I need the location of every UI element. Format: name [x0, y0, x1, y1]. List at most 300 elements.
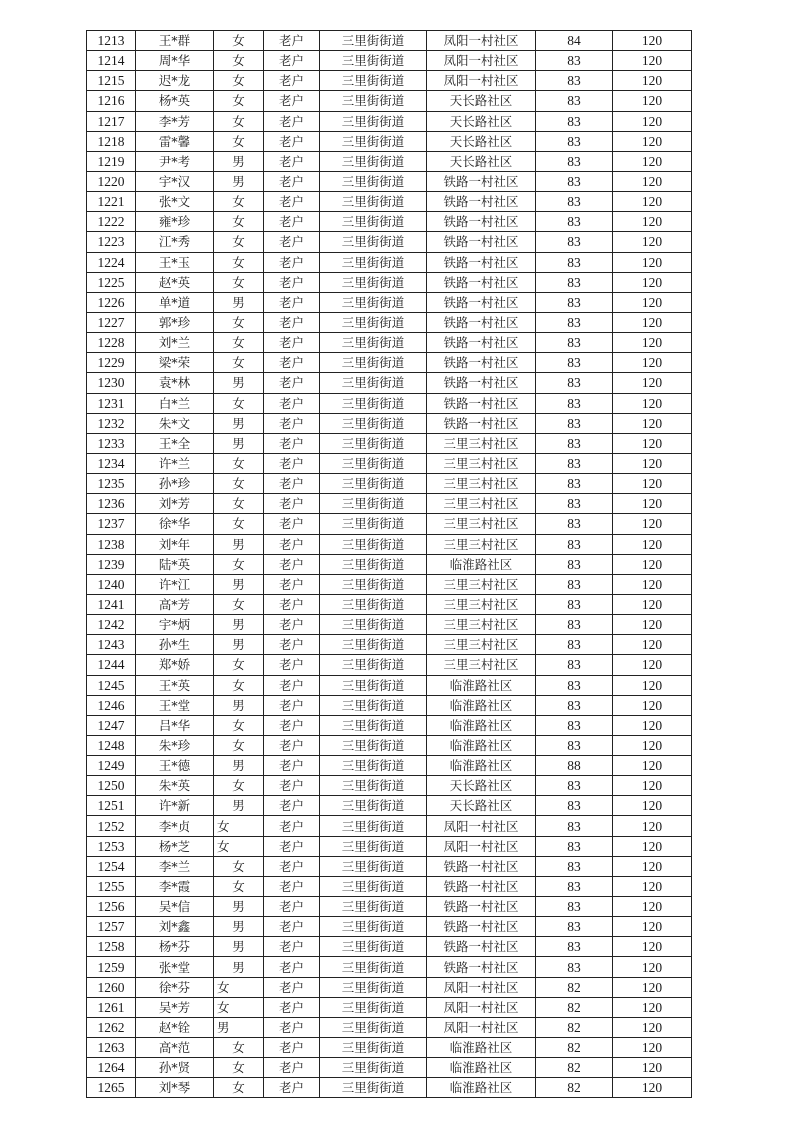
cell-community: 天长路社区	[427, 151, 536, 171]
cell-street: 三里街街道	[320, 171, 427, 191]
cell-community: 三里三村社区	[427, 453, 536, 473]
cell-gender: 男	[214, 413, 264, 433]
cell-gender: 男	[214, 534, 264, 554]
table-row	[87, 373, 692, 393]
cell-community: 铁路一村社区	[427, 192, 536, 212]
cell-age: 83	[536, 594, 613, 614]
cell-name: 袁*林	[136, 373, 214, 393]
cell-street: 三里街街道	[320, 212, 427, 232]
cell-amount: 120	[613, 937, 692, 957]
cell-name: 宇*汉	[136, 171, 214, 191]
cell-id: 1234	[87, 453, 136, 473]
cell-type: 老户	[264, 272, 320, 292]
cell-street: 三里街街道	[320, 31, 427, 51]
cell-amount: 120	[613, 836, 692, 856]
cell-community: 凤阳一村社区	[427, 71, 536, 91]
cell-amount: 120	[613, 413, 692, 433]
cell-age: 82	[536, 1038, 613, 1058]
cell-age: 82	[536, 1017, 613, 1037]
cell-type: 老户	[264, 615, 320, 635]
cell-amount: 120	[613, 735, 692, 755]
cell-street: 三里街街道	[320, 1038, 427, 1058]
cell-gender: 女	[214, 31, 264, 51]
cell-street: 三里街街道	[320, 1017, 427, 1037]
cell-age: 83	[536, 655, 613, 675]
cell-age: 82	[536, 1058, 613, 1078]
cell-type: 老户	[264, 453, 320, 473]
cell-age: 83	[536, 957, 613, 977]
cell-community: 凤阳一村社区	[427, 836, 536, 856]
cell-community: 铁路一村社区	[427, 876, 536, 896]
cell-id: 1244	[87, 655, 136, 675]
cell-age: 82	[536, 977, 613, 997]
cell-name: 雍*珍	[136, 212, 214, 232]
cell-id: 1240	[87, 574, 136, 594]
cell-type: 老户	[264, 655, 320, 675]
cell-age: 83	[536, 91, 613, 111]
table-row	[87, 897, 692, 917]
table-row	[87, 272, 692, 292]
table-row	[87, 635, 692, 655]
cell-name: 赵*英	[136, 272, 214, 292]
cell-community: 三里三村社区	[427, 594, 536, 614]
cell-name: 王*全	[136, 433, 214, 453]
cell-type: 老户	[264, 474, 320, 494]
table-row	[87, 312, 692, 332]
cell-gender: 男	[214, 917, 264, 937]
cell-age: 83	[536, 192, 613, 212]
cell-gender: 女	[214, 554, 264, 574]
table-row	[87, 494, 692, 514]
cell-name: 高*范	[136, 1038, 214, 1058]
cell-type: 老户	[264, 131, 320, 151]
cell-street: 三里街街道	[320, 997, 427, 1017]
cell-type: 老户	[264, 937, 320, 957]
cell-community: 临淮路社区	[427, 756, 536, 776]
cell-name: 单*道	[136, 292, 214, 312]
cell-age: 88	[536, 756, 613, 776]
table-row	[87, 776, 692, 796]
cell-name: 吴*信	[136, 897, 214, 917]
table-row	[87, 433, 692, 453]
table-row	[87, 1017, 692, 1037]
cell-age: 83	[536, 836, 613, 856]
cell-community: 临淮路社区	[427, 715, 536, 735]
cell-type: 老户	[264, 796, 320, 816]
cell-gender: 女	[214, 353, 264, 373]
cell-id: 1251	[87, 796, 136, 816]
cell-street: 三里街街道	[320, 675, 427, 695]
cell-street: 三里街街道	[320, 715, 427, 735]
cell-gender: 女	[214, 494, 264, 514]
cell-community: 天长路社区	[427, 131, 536, 151]
cell-type: 老户	[264, 897, 320, 917]
cell-name: 王*德	[136, 756, 214, 776]
table-row	[87, 171, 692, 191]
cell-type: 老户	[264, 212, 320, 232]
cell-amount: 120	[613, 1078, 692, 1098]
cell-id: 1229	[87, 353, 136, 373]
cell-type: 老户	[264, 635, 320, 655]
cell-name: 杨*芬	[136, 937, 214, 957]
cell-amount: 120	[613, 131, 692, 151]
cell-amount: 120	[613, 554, 692, 574]
cell-type: 老户	[264, 876, 320, 896]
cell-age: 83	[536, 312, 613, 332]
cell-amount: 120	[613, 111, 692, 131]
cell-gender: 女	[214, 675, 264, 695]
cell-street: 三里街街道	[320, 494, 427, 514]
cell-gender: 男	[214, 373, 264, 393]
cell-name: 雷*馨	[136, 131, 214, 151]
cell-age: 83	[536, 574, 613, 594]
cell-amount: 120	[613, 91, 692, 111]
cell-id: 1225	[87, 272, 136, 292]
cell-community: 天长路社区	[427, 796, 536, 816]
cell-gender: 男	[214, 171, 264, 191]
cell-age: 83	[536, 937, 613, 957]
cell-type: 老户	[264, 111, 320, 131]
cell-age: 83	[536, 554, 613, 574]
cell-street: 三里街街道	[320, 836, 427, 856]
cell-street: 三里街街道	[320, 635, 427, 655]
cell-community: 铁路一村社区	[427, 856, 536, 876]
cell-name: 朱*珍	[136, 735, 214, 755]
cell-gender: 男	[214, 615, 264, 635]
cell-age: 83	[536, 373, 613, 393]
cell-id: 1246	[87, 695, 136, 715]
cell-street: 三里街街道	[320, 151, 427, 171]
cell-amount: 120	[613, 292, 692, 312]
cell-id: 1227	[87, 312, 136, 332]
cell-community: 凤阳一村社区	[427, 1017, 536, 1037]
cell-street: 三里街街道	[320, 192, 427, 212]
cell-amount: 120	[613, 594, 692, 614]
table-row	[87, 917, 692, 937]
cell-gender: 女	[214, 1078, 264, 1098]
table-row	[87, 393, 692, 413]
cell-community: 三里三村社区	[427, 655, 536, 675]
cell-amount: 120	[613, 252, 692, 272]
cell-amount: 120	[613, 856, 692, 876]
table-row	[87, 212, 692, 232]
table-row	[87, 756, 692, 776]
cell-amount: 120	[613, 272, 692, 292]
cell-type: 老户	[264, 1017, 320, 1037]
cell-age: 83	[536, 353, 613, 373]
cell-id: 1248	[87, 735, 136, 755]
cell-gender: 女	[214, 192, 264, 212]
cell-type: 老户	[264, 292, 320, 312]
cell-community: 铁路一村社区	[427, 272, 536, 292]
table-row	[87, 413, 692, 433]
table-row	[87, 292, 692, 312]
cell-community: 铁路一村社区	[427, 393, 536, 413]
cell-id: 1236	[87, 494, 136, 514]
cell-amount: 120	[613, 474, 692, 494]
cell-street: 三里街街道	[320, 917, 427, 937]
table-row	[87, 91, 692, 111]
cell-amount: 120	[613, 876, 692, 896]
cell-street: 三里街街道	[320, 574, 427, 594]
cell-type: 老户	[264, 192, 320, 212]
cell-street: 三里街街道	[320, 554, 427, 574]
cell-type: 老户	[264, 836, 320, 856]
cell-street: 三里街街道	[320, 957, 427, 977]
cell-amount: 120	[613, 373, 692, 393]
table-row	[87, 695, 692, 715]
cell-name: 王*群	[136, 31, 214, 51]
cell-amount: 120	[613, 151, 692, 171]
cell-street: 三里街街道	[320, 232, 427, 252]
table-row	[87, 715, 692, 735]
cell-gender: 女	[214, 776, 264, 796]
cell-community: 铁路一村社区	[427, 171, 536, 191]
cell-name: 张*堂	[136, 957, 214, 977]
cell-id: 1238	[87, 534, 136, 554]
cell-gender: 女	[214, 816, 264, 836]
cell-street: 三里街街道	[320, 393, 427, 413]
cell-name: 孙*珍	[136, 474, 214, 494]
table-row	[87, 252, 692, 272]
table-row	[87, 31, 692, 51]
cell-community: 临淮路社区	[427, 695, 536, 715]
cell-community: 凤阳一村社区	[427, 997, 536, 1017]
cell-name: 迟*龙	[136, 71, 214, 91]
cell-amount: 120	[613, 312, 692, 332]
cell-type: 老户	[264, 1078, 320, 1098]
table-row	[87, 192, 692, 212]
table-row	[87, 514, 692, 534]
cell-community: 凤阳一村社区	[427, 31, 536, 51]
cell-age: 83	[536, 252, 613, 272]
table-row	[87, 977, 692, 997]
cell-id: 1215	[87, 71, 136, 91]
cell-name: 朱*英	[136, 776, 214, 796]
cell-gender: 男	[214, 695, 264, 715]
table-row	[87, 796, 692, 816]
cell-type: 老户	[264, 856, 320, 876]
cell-id: 1242	[87, 615, 136, 635]
cell-age: 83	[536, 51, 613, 71]
cell-name: 李*贞	[136, 816, 214, 836]
cell-community: 三里三村社区	[427, 635, 536, 655]
cell-street: 三里街街道	[320, 534, 427, 554]
cell-gender: 男	[214, 957, 264, 977]
cell-age: 83	[536, 131, 613, 151]
cell-type: 老户	[264, 71, 320, 91]
cell-street: 三里街街道	[320, 71, 427, 91]
cell-name: 徐*芬	[136, 977, 214, 997]
cell-id: 1256	[87, 897, 136, 917]
cell-name: 许*江	[136, 574, 214, 594]
cell-community: 临淮路社区	[427, 1078, 536, 1098]
cell-name: 刘*兰	[136, 333, 214, 353]
cell-street: 三里街街道	[320, 51, 427, 71]
cell-name: 赵*铨	[136, 1017, 214, 1037]
cell-type: 老户	[264, 171, 320, 191]
cell-name: 吴*芳	[136, 997, 214, 1017]
cell-amount: 120	[613, 31, 692, 51]
cell-age: 83	[536, 675, 613, 695]
cell-age: 84	[536, 31, 613, 51]
cell-age: 83	[536, 171, 613, 191]
cell-gender: 女	[214, 876, 264, 896]
cell-street: 三里街街道	[320, 333, 427, 353]
cell-community: 铁路一村社区	[427, 917, 536, 937]
cell-amount: 120	[613, 232, 692, 252]
cell-gender: 女	[214, 212, 264, 232]
cell-type: 老户	[264, 51, 320, 71]
cell-type: 老户	[264, 715, 320, 735]
cell-age: 83	[536, 212, 613, 232]
cell-community: 凤阳一村社区	[427, 816, 536, 836]
cell-id: 1230	[87, 373, 136, 393]
cell-id: 1223	[87, 232, 136, 252]
table-row	[87, 594, 692, 614]
cell-amount: 120	[613, 71, 692, 91]
cell-type: 老户	[264, 534, 320, 554]
cell-gender: 女	[214, 312, 264, 332]
cell-id: 1222	[87, 212, 136, 232]
cell-gender: 女	[214, 232, 264, 252]
roster-table-body	[87, 31, 692, 1098]
cell-gender: 女	[214, 715, 264, 735]
cell-community: 铁路一村社区	[427, 212, 536, 232]
cell-community: 铁路一村社区	[427, 312, 536, 332]
cell-amount: 120	[613, 957, 692, 977]
cell-name: 王*玉	[136, 252, 214, 272]
cell-id: 1262	[87, 1017, 136, 1037]
cell-id: 1221	[87, 192, 136, 212]
cell-name: 吕*华	[136, 715, 214, 735]
cell-gender: 女	[214, 474, 264, 494]
cell-name: 尹*考	[136, 151, 214, 171]
cell-id: 1231	[87, 393, 136, 413]
cell-type: 老户	[264, 554, 320, 574]
cell-age: 83	[536, 393, 613, 413]
cell-type: 老户	[264, 433, 320, 453]
table-row	[87, 554, 692, 574]
table-row	[87, 51, 692, 71]
cell-name: 白*兰	[136, 393, 214, 413]
cell-name: 刘*年	[136, 534, 214, 554]
cell-amount: 120	[613, 453, 692, 473]
cell-id: 1232	[87, 413, 136, 433]
cell-street: 三里街街道	[320, 1058, 427, 1078]
cell-community: 三里三村社区	[427, 474, 536, 494]
cell-name: 李*芳	[136, 111, 214, 131]
cell-amount: 120	[613, 796, 692, 816]
cell-gender: 男	[214, 574, 264, 594]
cell-type: 老户	[264, 816, 320, 836]
cell-id: 1217	[87, 111, 136, 131]
cell-type: 老户	[264, 373, 320, 393]
cell-type: 老户	[264, 151, 320, 171]
cell-name: 周*华	[136, 51, 214, 71]
cell-street: 三里街街道	[320, 353, 427, 373]
cell-community: 铁路一村社区	[427, 232, 536, 252]
cell-id: 1220	[87, 171, 136, 191]
cell-gender: 女	[214, 735, 264, 755]
cell-age: 83	[536, 534, 613, 554]
cell-street: 三里街街道	[320, 433, 427, 453]
cell-id: 1261	[87, 997, 136, 1017]
cell-gender: 男	[214, 151, 264, 171]
cell-gender: 男	[214, 937, 264, 957]
cell-gender: 女	[214, 1058, 264, 1078]
cell-age: 83	[536, 514, 613, 534]
cell-amount: 120	[613, 192, 692, 212]
cell-name: 杨*芝	[136, 836, 214, 856]
cell-age: 82	[536, 1078, 613, 1098]
cell-name: 刘*鑫	[136, 917, 214, 937]
cell-street: 三里街街道	[320, 816, 427, 836]
cell-age: 83	[536, 151, 613, 171]
cell-amount: 120	[613, 997, 692, 1017]
cell-gender: 女	[214, 453, 264, 473]
cell-amount: 120	[613, 615, 692, 635]
cell-age: 83	[536, 494, 613, 514]
cell-gender: 女	[214, 111, 264, 131]
cell-id: 1233	[87, 433, 136, 453]
cell-name: 宇*炳	[136, 615, 214, 635]
cell-type: 老户	[264, 413, 320, 433]
cell-gender: 女	[214, 131, 264, 151]
cell-street: 三里街街道	[320, 655, 427, 675]
cell-id: 1249	[87, 756, 136, 776]
cell-name: 李*兰	[136, 856, 214, 876]
cell-name: 郭*珍	[136, 312, 214, 332]
cell-age: 83	[536, 413, 613, 433]
cell-type: 老户	[264, 735, 320, 755]
cell-id: 1237	[87, 514, 136, 534]
cell-community: 三里三村社区	[427, 494, 536, 514]
cell-id: 1253	[87, 836, 136, 856]
cell-id: 1214	[87, 51, 136, 71]
cell-type: 老户	[264, 333, 320, 353]
cell-community: 三里三村社区	[427, 615, 536, 635]
cell-community: 铁路一村社区	[427, 413, 536, 433]
cell-id: 1241	[87, 594, 136, 614]
cell-age: 83	[536, 816, 613, 836]
cell-age: 83	[536, 897, 613, 917]
cell-gender: 男	[214, 897, 264, 917]
cell-community: 三里三村社区	[427, 574, 536, 594]
cell-community: 三里三村社区	[427, 534, 536, 554]
cell-age: 83	[536, 333, 613, 353]
cell-community: 铁路一村社区	[427, 333, 536, 353]
cell-amount: 120	[613, 635, 692, 655]
cell-gender: 女	[214, 856, 264, 876]
cell-gender: 女	[214, 594, 264, 614]
cell-id: 1239	[87, 554, 136, 574]
cell-community: 临淮路社区	[427, 675, 536, 695]
table-row	[87, 474, 692, 494]
cell-id: 1259	[87, 957, 136, 977]
cell-id: 1228	[87, 333, 136, 353]
cell-type: 老户	[264, 594, 320, 614]
table-row	[87, 534, 692, 554]
cell-id: 1250	[87, 776, 136, 796]
cell-street: 三里街街道	[320, 413, 427, 433]
cell-age: 83	[536, 735, 613, 755]
cell-amount: 120	[613, 917, 692, 937]
cell-type: 老户	[264, 393, 320, 413]
table-row	[87, 816, 692, 836]
cell-name: 许*兰	[136, 453, 214, 473]
cell-name: 王*堂	[136, 695, 214, 715]
